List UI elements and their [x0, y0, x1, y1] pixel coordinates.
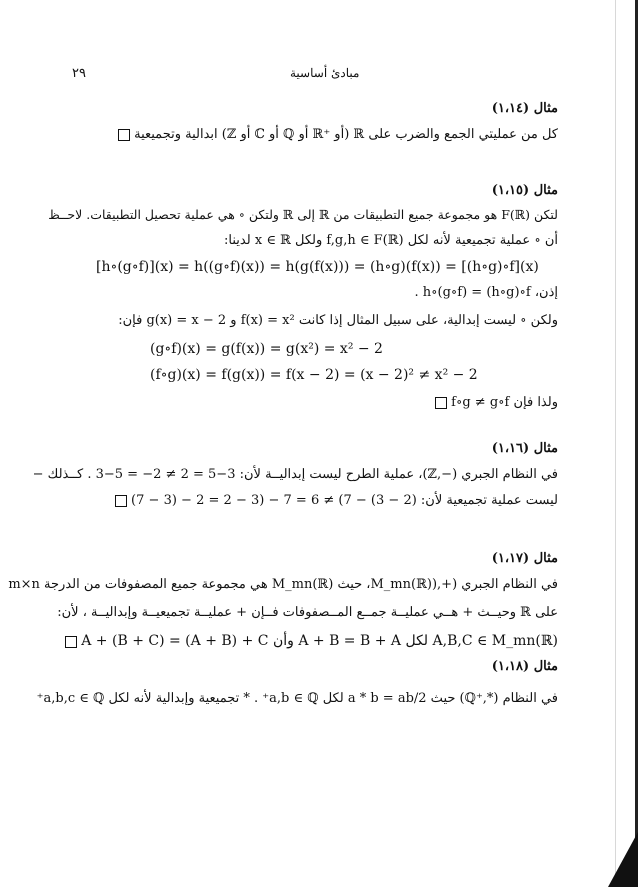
example-1-18-line1: في النظام (*,⁺ℚ) حيث a * b = ab/2 لكل a,b ∈ ℚ⁺ . * تجميعية وإبدالية لأنه لكل a,b,c ∈ ℚ⁺ — [36, 691, 558, 706]
example-1-17-label: مثال (١،١٧) — [491, 551, 558, 566]
end-of-example-icon — [115, 495, 127, 507]
end-of-example-icon — [65, 636, 77, 648]
example-1-17-line1: في النظام الجبري (+,(M_mn(ℝ)، حيث (M_mn(ℝ هي مجموعة جميع المصفوفات من الدرجة m×n — [8, 577, 558, 592]
example-1-15-conclusion — [435, 394, 558, 412]
example-1-14-line: كل من عمليتي الجمع والضرب على ℝ (أو ⁺ℝ أو ℚ أو ℂ أو ℤ) ابدالية وتجميعية — [134, 127, 558, 142]
example-1-17-line2: على ℝ وحيــث + هــي عمليــة جمــع المــصفوفات فــإن + عمليــة تجميعيــة وإبداليــة ، لأن: — [57, 605, 558, 620]
example-1-14-label: مثال (١،١٤) — [491, 101, 558, 116]
example-1-15-line1: لتكن (F(ℝ هو مجموعة جميع التطبيقات من ℝ إلى ℝ ولتكن ∘ هي عملية تحصيل التطبيقات. لاحــظ — [48, 207, 558, 222]
example-1-15-label: مثال (١،١٥) — [491, 183, 558, 198]
example-1-15-equation3: (f∘g)(x) = f(g(x)) = f(x − 2) = (x − 2)² ≠ x² − 2 — [150, 367, 478, 383]
page-number: ٢٩ — [72, 66, 86, 81]
example-1-15-line5: ولذا فإن f∘g ≠ g∘f — [451, 395, 558, 410]
example-1-17-text — [65, 632, 558, 651]
example-1-15-line3: إذن، h∘(g∘f) = (h∘g)∘f . — [414, 285, 558, 300]
example-1-16-text — [115, 492, 558, 510]
example-1-17-equation: A + (B + C) = (A + B) + C وأن A + B = B + A لكل A,B,C ∈ M_mn(ℝ) — [81, 633, 558, 649]
end-of-example-icon — [118, 129, 130, 141]
example-1-16-line2: ليست عملية تجميعية لأن: (2 − 3) − 7) ≠ 6 = 7 − (3 − 2 = 2 − (3 − 7) — [131, 493, 558, 508]
example-1-14-text — [118, 126, 558, 144]
example-1-18-label: مثال (١،١٨) — [491, 659, 558, 674]
running-header: مبادئ أساسية — [290, 66, 360, 80]
example-1-15-line2: أن ∘ عملية تجميعية لأنه لكل f,g,h ∈ F(ℝ) ولكل x ∈ ℝ لدينا: — [224, 233, 558, 248]
example-1-16-label: مثال (١،١٦) — [491, 441, 558, 456]
example-1-15-line4: ولكن ∘ ليست إبدالية، على سبيل المثال إذا كانت f(x) = x² و g(x) = x − 2 فإن: — [118, 313, 558, 328]
example-1-16-line1: في النظام الجبري (−,ℤ)، عملية الطرح ليست إبداليــة لأن: 3−5 = 2 ≠ 2− = 5−3 . كــذلك − — [32, 467, 558, 482]
end-of-example-icon — [435, 397, 447, 409]
page-fold-shadow — [615, 0, 616, 887]
example-1-15-equation2: (g∘f)(x) = g(f(x)) = g(x²) = x² − 2 — [150, 341, 383, 357]
example-1-15-equation1: [h∘(g∘f)](x) = h((g∘f)(x)) = h(g(f(x))) = (h∘g)(f(x)) = [(h∘g)∘f](x) — [96, 259, 539, 275]
page-corner — [608, 832, 638, 887]
